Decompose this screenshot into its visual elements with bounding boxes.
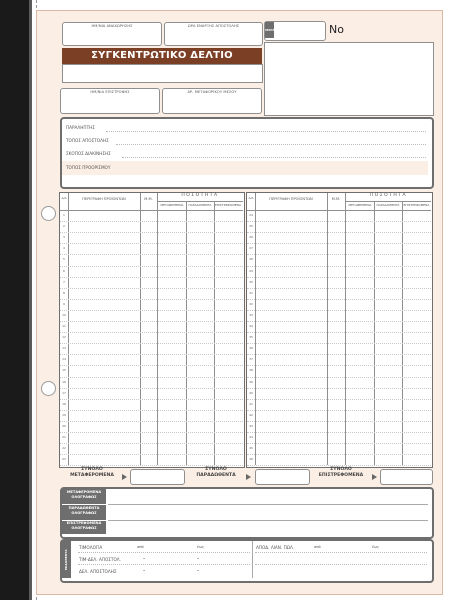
start-time-field[interactable] xyxy=(164,22,263,46)
row-number: 19 xyxy=(62,412,66,417)
invoice-dispatch-line[interactable] xyxy=(78,564,250,565)
table-row[interactable] xyxy=(60,277,243,278)
destination-row-bg xyxy=(62,161,428,175)
left-qty-delivered: ΠΑΡΑΔΟΘΕΝΤΑ xyxy=(188,203,212,207)
table-row[interactable] xyxy=(247,454,431,455)
destination-label: ΤΟΠΟΣ ΠΡΟΟΡΙΣΜΟΥ xyxy=(66,165,111,170)
table-row[interactable] xyxy=(60,365,243,366)
products-table-left xyxy=(59,192,245,468)
invoices-from: από xyxy=(137,545,144,549)
table-row[interactable] xyxy=(247,299,431,300)
row-number: 5 xyxy=(63,257,65,262)
invoices-line[interactable] xyxy=(78,552,250,553)
dispatch-notes-dot1: • xyxy=(143,569,146,573)
table-row[interactable] xyxy=(60,332,243,333)
table-row[interactable] xyxy=(60,288,243,289)
right-qty-transferred: ΜΕΤΑΦΕΡΘΕΝΑ xyxy=(348,203,372,207)
retail-line-2[interactable] xyxy=(255,564,427,565)
retail-from: από xyxy=(314,545,321,549)
purpose-line[interactable] xyxy=(122,157,426,158)
row-number: 30 xyxy=(249,279,253,284)
table-row[interactable] xyxy=(247,388,431,389)
binder-edge xyxy=(29,0,32,600)
table-row[interactable] xyxy=(60,354,243,355)
row-number: 3 xyxy=(63,235,65,240)
total-delivered-label: ΣΥΝΟΛΟ ΠΑΡΑΔΩΘΕΝΤΑ xyxy=(196,467,236,478)
row-number: 34 xyxy=(249,324,253,328)
table-row[interactable] xyxy=(247,254,431,255)
row-number: 9 xyxy=(63,301,65,306)
row-number: 21 xyxy=(62,435,66,439)
table-row[interactable] xyxy=(247,432,431,433)
row-number: 25 xyxy=(249,224,253,229)
departure-date-field[interactable] xyxy=(62,22,162,46)
row-number: 40 xyxy=(249,390,253,395)
table-column-divider xyxy=(140,193,141,465)
table-row[interactable] xyxy=(247,332,431,333)
row-number: 28 xyxy=(249,257,253,262)
row-number: 4 xyxy=(63,246,65,251)
right-qty-header: ΠΟΣΟΤΗΤΑ xyxy=(369,193,408,198)
table-header-divider xyxy=(247,210,431,211)
row-number: 46 xyxy=(249,457,253,462)
table-column-divider xyxy=(345,193,346,465)
returned-words-tab: ΕΠΙΣΤΡΕΦΟΜΕΝΑ ΟΛΟΓΡΑΦΩΣ xyxy=(62,521,106,534)
left-unit-header: Μ.Μ. xyxy=(144,197,153,201)
row-number: 6 xyxy=(63,268,65,273)
row-number: 37 xyxy=(249,357,253,362)
row-number: 42 xyxy=(249,412,253,417)
products-table-right xyxy=(246,192,433,468)
row-number: 13 xyxy=(62,346,66,351)
row-number: 17 xyxy=(62,390,66,395)
delivered-words-line[interactable] xyxy=(108,520,428,521)
table-header-divider xyxy=(60,210,243,211)
row-number: 2 xyxy=(63,224,65,229)
return-date-field[interactable] xyxy=(60,88,160,114)
table-row[interactable] xyxy=(247,310,431,311)
table-row[interactable] xyxy=(60,221,243,222)
table-row[interactable] xyxy=(247,266,431,267)
total-transferred-label: ΣΥΝΟΛΟ ΜΕΤΑΦΕΡΟΜΕΝΑ xyxy=(70,467,114,478)
row-number: 14 xyxy=(62,357,66,362)
row-number: 23 xyxy=(62,457,66,462)
table-row[interactable] xyxy=(247,443,431,444)
table-row[interactable] xyxy=(247,399,431,400)
vehicle-number-field[interactable] xyxy=(162,88,262,114)
number-label: No xyxy=(329,23,344,36)
punch-hole-top xyxy=(41,206,56,221)
row-number: 20 xyxy=(62,423,66,428)
table-row[interactable] xyxy=(60,377,243,378)
start-time-label: ΩΡΑ ΕΝΑΡΞΗΣ ΑΠΟΣΤΟΛΗΣ xyxy=(187,24,240,28)
right-unit-header: Μ.Μ. xyxy=(331,197,341,201)
dispatch-place-line[interactable] xyxy=(116,144,426,145)
table-column-divider xyxy=(255,193,256,465)
qty-subheader-divider xyxy=(345,201,431,202)
table-row[interactable] xyxy=(60,432,243,433)
retail-to: έως xyxy=(372,545,380,549)
left-aa-header: Α/Α xyxy=(61,196,67,200)
row-number: 8 xyxy=(63,290,65,295)
table-row[interactable] xyxy=(247,321,431,322)
row-number: 7 xyxy=(63,279,65,284)
right-qty-returned: ΕΠΙΣΤΡΕΦΟΜΕΝΑ xyxy=(403,203,430,207)
row-number: 24 xyxy=(249,213,253,217)
left-qty-header: ΠΟΣΟΤΗΤΑ xyxy=(181,193,219,198)
left-desc-header: ΠΕΡΙΓΡΑΦΗ ΠΡΟΪΟΝΤΩΝ xyxy=(82,197,126,201)
table-row[interactable] xyxy=(60,299,243,300)
row-number: 16 xyxy=(62,379,66,384)
row-number: 38 xyxy=(249,368,253,373)
invoices-to: έως xyxy=(197,545,205,549)
table-row[interactable] xyxy=(247,421,431,422)
row-number: 31 xyxy=(249,290,253,295)
document-title: ΣΥΓΚΕΝΤΡΩΤΙΚΟ ΔΕΛΤΙΟ xyxy=(62,48,262,64)
total-transferred-box[interactable] xyxy=(130,469,185,485)
table-row[interactable] xyxy=(60,399,243,400)
row-number: 22 xyxy=(62,446,66,451)
table-row[interactable] xyxy=(247,377,431,378)
invoice-dispatch-dot2: • xyxy=(197,557,200,561)
left-qty-transferred: ΜΕΤΑΦΕΡΘΕΝΑ xyxy=(160,203,184,207)
row-number: 32 xyxy=(249,301,253,306)
table-row[interactable] xyxy=(60,343,243,344)
dispatch-notes-label: ΔΕΛ. ΑΠΟΣΤΟΛΗΣ xyxy=(79,569,117,574)
amounts-in-words-block xyxy=(60,487,434,539)
table-row[interactable] xyxy=(60,310,243,311)
table-row[interactable] xyxy=(247,232,431,233)
right-qty-delivered: ΠΑΡΑΔΟΘΕΝΤΑ xyxy=(376,203,400,207)
row-number: 11 xyxy=(62,324,66,328)
table-row[interactable] xyxy=(60,443,243,444)
table-row[interactable] xyxy=(60,388,243,389)
dispatch-place-label: ΤΟΠΟΣ ΑΠΟΣΤΟΛΗΣ xyxy=(66,138,109,143)
invoices-label: ΤΙΜΟΛΟΓΙΑ xyxy=(79,545,103,550)
qty-subheader-divider xyxy=(157,201,243,202)
table-row[interactable] xyxy=(60,243,243,244)
table-row[interactable] xyxy=(247,365,431,366)
binder-strip xyxy=(0,0,29,600)
row-number: 15 xyxy=(62,368,66,373)
delivered-words-tab: ΠΑΡΑΔΩΘΕΝΤΑ ΟΛΟΓΡΑΦΩΣ xyxy=(62,505,106,520)
table-row[interactable] xyxy=(247,410,431,411)
table-row[interactable] xyxy=(247,243,431,244)
arrow-returned xyxy=(372,474,377,480)
series-tab: ΣΕΙΡΑ xyxy=(265,22,274,38)
row-number: 41 xyxy=(249,401,253,406)
table-row[interactable] xyxy=(60,254,243,255)
arrow-transferred xyxy=(122,474,127,480)
recipient-label: ΠΑΡΑΛΗΠΤΗΣ xyxy=(66,125,95,130)
left-qty-returned: ΕΠΙΣΤΡΕΦΟΜΕΝΑ xyxy=(215,203,241,207)
transferred-words-tab: ΜΕΤΑΦΕΡΟΜΕΝΑ ΟΛΟΓΡΑΦΩΣ xyxy=(62,489,106,504)
row-number: 18 xyxy=(62,401,66,406)
return-date-label: ΗΜ/ΝΙΑ ΕΠΙΣΤΡΟΦΗΣ xyxy=(90,90,130,94)
transferred-words-line[interactable] xyxy=(108,504,428,505)
table-row[interactable] xyxy=(247,288,431,289)
right-aa-header: Α/Α xyxy=(248,196,254,200)
table-row[interactable] xyxy=(247,221,431,222)
arrow-delivered xyxy=(246,474,251,480)
vehicle-number-label: ΑΡ. ΜΕΤΑΦΟΡΙΚΟΥ ΜΕΣΟΥ xyxy=(187,90,237,94)
invoice-dispatch-label: ΤΙΜ-ΔΕΛ. ΑΠΟΣΤΟΛ. xyxy=(79,557,121,562)
table-row[interactable] xyxy=(247,354,431,355)
purpose-label: ΣΚΟΠΟΣ ΔΙΑΚΙΝΗΣΗΣ xyxy=(66,151,111,156)
row-number: 43 xyxy=(249,423,253,428)
invoice-dispatch-dot1: • xyxy=(143,557,146,561)
row-number: 33 xyxy=(249,312,253,317)
retail-receipts-label: ΑΠΟΔ. ΛΙΑΝ. ΠΩΛ. xyxy=(256,545,295,550)
row-number: 36 xyxy=(249,346,253,351)
row-number: 35 xyxy=(249,335,253,340)
departure-date-label: ΗΜ/ΝΙΑ ΑΝΑΧΩΡΗΣΗΣ xyxy=(91,24,133,28)
table-row[interactable] xyxy=(247,277,431,278)
issued-documents-badge: ΕΚΔΟΘΕΝΤΑ ΠΑΡΑΣΤΑΤΙΚΑ xyxy=(62,541,71,578)
recipient-line[interactable] xyxy=(106,131,426,132)
punch-hole-bottom xyxy=(41,381,56,396)
row-number: 10 xyxy=(62,312,66,317)
footer-divider xyxy=(252,541,253,578)
table-row[interactable] xyxy=(60,266,243,267)
table-row[interactable] xyxy=(60,410,243,411)
table-row[interactable] xyxy=(60,454,243,455)
dispatch-notes-dot2: • xyxy=(197,569,200,573)
title-underline-field[interactable] xyxy=(62,64,263,83)
table-column-divider xyxy=(157,193,158,465)
retail-line[interactable] xyxy=(255,552,427,553)
table-row[interactable] xyxy=(60,321,243,322)
table-row[interactable] xyxy=(247,343,431,344)
total-returned-label: ΣΥΝΟΛΟ ΕΠΙΣΤΡΕΦΟΜΕΝΑ xyxy=(318,467,364,478)
table-row[interactable] xyxy=(60,232,243,233)
row-number: 29 xyxy=(249,268,253,273)
stamp-area xyxy=(264,42,434,116)
row-number: 27 xyxy=(249,246,253,251)
total-returned-box[interactable] xyxy=(380,469,433,485)
row-number: 1 xyxy=(63,213,65,217)
row-number: 12 xyxy=(62,335,66,340)
row-number: 26 xyxy=(249,235,253,240)
row-number: 45 xyxy=(249,446,253,451)
table-column-divider xyxy=(327,193,328,465)
total-delivered-box[interactable] xyxy=(255,469,310,485)
row-number: 44 xyxy=(249,435,253,439)
table-column-divider xyxy=(68,193,69,465)
row-number: 39 xyxy=(249,379,253,384)
recipient-block xyxy=(60,117,434,189)
right-desc-header: ΠΕΡΙΓΡΑΦΗ ΠΡΟΪΟΝΤΩΝ xyxy=(269,197,313,201)
table-row[interactable] xyxy=(60,421,243,422)
